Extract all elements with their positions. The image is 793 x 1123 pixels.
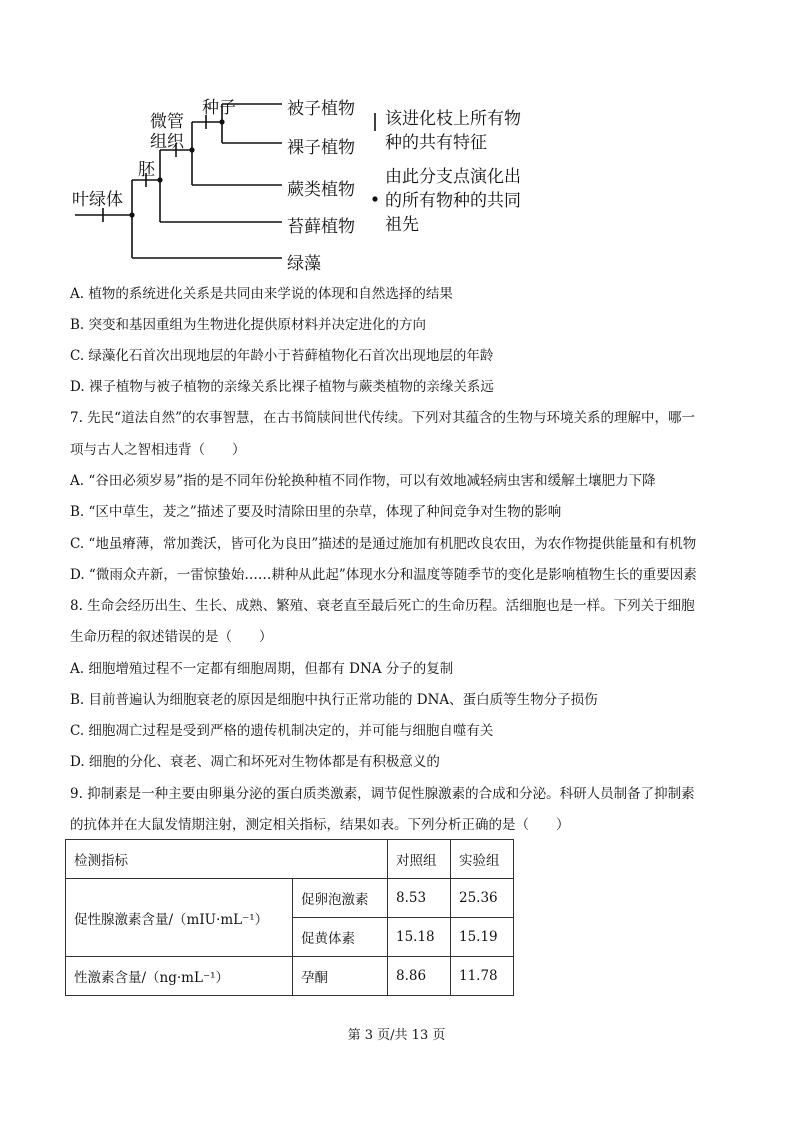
q7-option-a: A. “谷田必须岁易”指的是不同年份轮换种植不同作物，可以有效地减轻病虫害和缓解土壤肥力下降 — [70, 473, 656, 489]
header-indicator: 检测指标 — [66, 840, 388, 879]
group-sex-hormone: 性激素含量/（ng·mL⁻¹） — [66, 957, 293, 996]
legend-shared-trait — [385, 107, 545, 155]
hormone-table — [65, 839, 514, 996]
trait-embryo: 胚 — [138, 160, 155, 180]
table-header-row — [66, 840, 514, 879]
q8-stem-cont: 生命历程的叙述错误的是（ ） — [70, 629, 273, 645]
page-footer: 第 3 页/共 13 页 — [347, 1028, 446, 1043]
group-gonadotropin: 促性腺激素含量/（mIU·mL⁻¹） — [66, 879, 293, 957]
leaf-green-algae: 绿藻 — [287, 254, 321, 274]
q6-option-a: A. 植物的系统进化关系是共同由来学说的体现和自然选择的结果 — [70, 286, 453, 302]
trait-seed: 种子 — [202, 98, 236, 118]
leaf-moss: 苔藓植物 — [287, 217, 355, 237]
q9-stem: 9. 抑制素是一种主要由卵巢分泌的蛋白质类激素，调节促性腺激素的合成和分泌。科研人员制备了抑制素 — [70, 786, 695, 802]
row-name: 孕酮 — [293, 957, 388, 996]
legend-line: 该进化枝上所有物 — [385, 109, 521, 129]
table-row — [66, 957, 514, 996]
trait-chloroplast: 叶绿体 — [72, 190, 123, 210]
q6-option-b: B. 突变和基因重组为生物进化提供原材料并决定进化的方向 — [70, 317, 427, 333]
q6-option-d: D. 裸子植物与被子植物的亲缘关系比裸子植物与蕨类植物的亲缘关系远 — [70, 379, 494, 395]
q7-stem-cont: 项与古人之智相违背（ ） — [70, 442, 246, 458]
header-control: 对照组 — [388, 840, 451, 879]
q8-option-a: A. 细胞增殖过程不一定都有细胞周期，但都有 DNA 分子的复制 — [70, 661, 454, 677]
table-row — [66, 879, 514, 918]
q7-option-c: C. “地虽瘠薄，常加粪沃，皆可化为良田”描述的是通过施加有机肥改良农田，为农作物提供能量和有机物 — [70, 536, 697, 552]
legend-line: 种的共有特征 — [385, 133, 487, 153]
row-experiment: 11.78 — [451, 957, 514, 996]
legend-line: 的所有物种的共同 — [385, 191, 521, 211]
leaf-gymnosperm: 裸子植物 — [287, 138, 355, 158]
q7-option-b: B. “区中草生，茇之”描述了要及时清除田里的杂草，体现了种间竞争对生物的影响 — [70, 504, 562, 520]
trait-vascular-1: 微管 — [150, 112, 184, 132]
q8-option-c: C. 细胞凋亡过程是受到严格的遗传机制决定的，并可能与细胞自噬有关 — [70, 723, 494, 739]
leaf-fern: 蕨类植物 — [287, 180, 355, 200]
q9-stem-cont: 的抗体并在大鼠发情期注射，测定相关指标，结果如表。下列分析正确的是（ ） — [70, 817, 570, 833]
legend-line: 祖先 — [385, 215, 419, 235]
q7-option-d: D. “微雨众卉新，一雷惊蛰始……耕种从此起”体现水分和温度等随季节的变化是影响植物生长的重要因素 — [70, 567, 697, 583]
row-control: 15.18 — [388, 918, 451, 957]
row-control: 8.86 — [388, 957, 451, 996]
row-control: 8.53 — [388, 879, 451, 918]
q7-stem: 7. 先民“道法自然”的农事智慧，在古书简牍间世代传续。下列对其蕴含的生物与环境关系的理解中，哪一 — [70, 410, 695, 426]
q8-stem: 8. 生命会经历出生、生长、成熟、繁殖、衰老直至最后死亡的生命历程。活细胞也是一样。下列关于细胞 — [70, 598, 695, 614]
row-experiment: 25.36 — [451, 879, 514, 918]
trait-vascular-2: 组织 — [150, 132, 184, 152]
leaf-angiosperm: 被子植物 — [287, 99, 355, 119]
legend-line: 由此分支点演化出 — [385, 167, 521, 187]
q8-option-b: B. 目前普遍认为细胞衰老的原因是细胞中执行正常功能的 DNA、蛋白质等生物分子损伤 — [70, 692, 598, 708]
q6-option-c: C. 绿藻化石首次出现地层的年龄小于苔藓植物化石首次出现地层的年龄 — [70, 348, 494, 364]
legend-common-ancestor — [385, 165, 545, 237]
row-name: 促卵泡激素 — [293, 879, 388, 918]
header-experiment: 实验组 — [451, 840, 514, 879]
row-name: 促黄体素 — [293, 918, 388, 957]
row-experiment: 15.19 — [451, 918, 514, 957]
q8-option-d: D. 细胞的分化、衰老、凋亡和坏死对生物体都是有积极意义的 — [70, 754, 440, 770]
